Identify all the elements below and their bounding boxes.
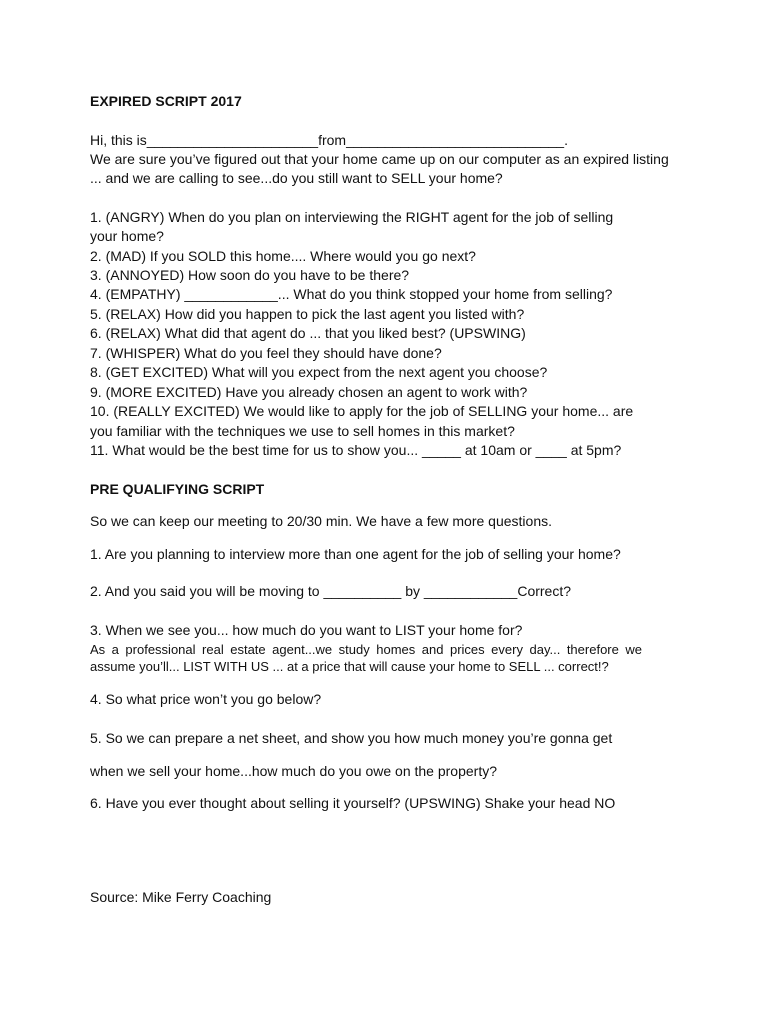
expired-question-10: 10. (REALLY EXCITED) We would like to apply for the job of SELLING your home... are	[90, 403, 634, 419]
prequal-question-6: 6. Have you ever thought about selling it yourself? (UPSWING) Shake your head NO	[90, 795, 616, 811]
prequal-question-1: 1. Are you planning to interview more than one agent for the job of selling your home?	[90, 546, 621, 562]
intro-line-3: ... and we are calling to see...do you still want to SELL your home?	[90, 170, 503, 186]
expired-question-5: 5. (RELAX) How did you happen to pick the last agent you listed with?	[90, 306, 525, 322]
intro-line-2: We are sure you’ve figured out that your home came up on our computer as an expired listing	[90, 151, 669, 167]
prequal-question-3-note-1: As a professional real estate agent...we study homes and prices every day... therefore we	[90, 642, 642, 657]
expired-question-2: 2. (MAD) If you SOLD this home.... Where would you go next?	[90, 248, 476, 264]
prequal-question-5-cont: when we sell your home...how much do you owe on the property?	[90, 763, 498, 779]
prequal-script-title: PRE QUALIFYING SCRIPT	[90, 481, 265, 497]
expired-question-8: 8. (GET EXCITED) What will you expect from the next agent you choose?	[90, 364, 548, 380]
expired-question-11: 11. What would be the best time for us to show you... _____ at 10am or ____ at 5pm?	[90, 442, 622, 458]
prequal-question-3-note-2: assume you’ll... LIST WITH US ... at a price that will cause your home to SELL ... correct!?	[90, 659, 609, 674]
expired-question-9: 9. (MORE EXCITED) Have you already chosen an agent to work with?	[90, 384, 528, 400]
expired-question-4: 4. (EMPATHY) ____________... What do you think stopped your home from selling?	[90, 286, 613, 302]
source-credit: Source: Mike Ferry Coaching	[90, 889, 272, 905]
prequal-question-4: 4. So what price won’t you go below?	[90, 691, 322, 707]
prequal-question-3: 3. When we see you... how much do you want to LIST your home for?	[90, 622, 523, 638]
prequal-question-2: 2. And you said you will be moving to __________ by ____________Correct?	[90, 583, 572, 599]
expired-question-7: 7. (WHISPER) What do you feel they should have done?	[90, 345, 442, 361]
prequal-question-5: 5. So we can prepare a net sheet, and show you how much money you’re gonna get	[90, 730, 613, 746]
expired-script-title: EXPIRED SCRIPT 2017	[90, 93, 242, 109]
expired-question-6: 6. (RELAX) What did that agent do ... that you liked best? (UPSWING)	[90, 325, 526, 341]
expired-question-1: 1. (ANGRY) When do you plan on interviewing the RIGHT agent for the job of selling	[90, 209, 614, 225]
prequal-intro: So we can keep our meeting to 20/30 min. We have a few more questions.	[90, 513, 552, 529]
expired-question-3: 3. (ANNOYED) How soon do you have to be there?	[90, 267, 410, 283]
expired-question-1-cont: your home?	[90, 228, 164, 244]
intro-greeting: Hi, this is______________________from____________________________.	[90, 132, 568, 148]
expired-question-10-cont: you familiar with the techniques we use to sell homes in this market?	[90, 423, 515, 439]
